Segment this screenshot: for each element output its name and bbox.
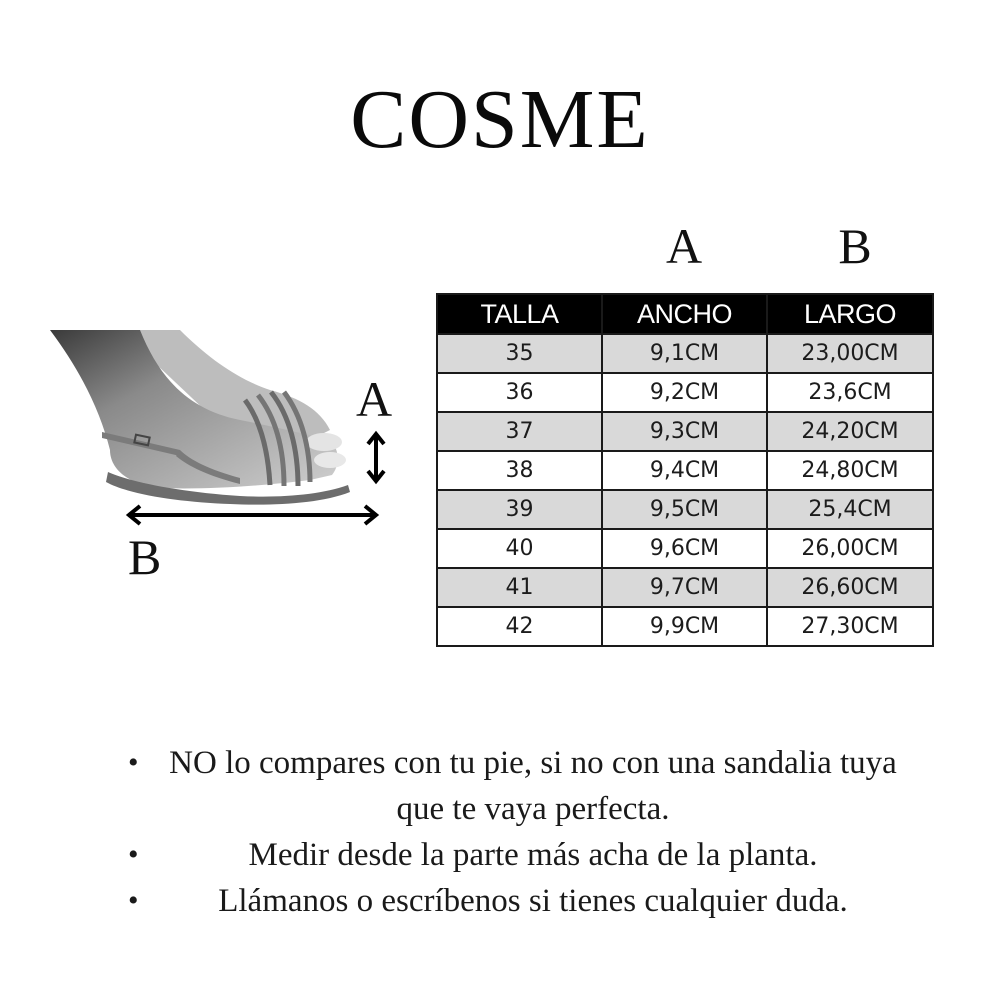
bullet-icon: • [128,838,139,871]
cell-largo: 24,80CM [767,451,933,490]
table-row [437,334,933,373]
cell-talla: 42 [437,607,602,646]
cell-ancho: 9,3CM [602,412,767,451]
table-header-row [437,294,933,334]
note-item [120,740,910,832]
cell-largo: 27,30CM [767,607,933,646]
cell-ancho: 9,4CM [602,451,767,490]
cell-largo: 26,00CM [767,529,933,568]
cell-talla: 37 [437,412,602,451]
cell-talla: 35 [437,334,602,373]
cell-talla: 39 [437,490,602,529]
cell-largo: 26,60CM [767,568,933,607]
table-row [437,529,933,568]
cell-ancho: 9,9CM [602,607,767,646]
table-row [437,568,933,607]
note-text: Llámanos o escríbenos si tienes cualquier duda. [218,883,848,919]
width-arrow-icon [368,434,384,481]
cell-ancho: 9,6CM [602,529,767,568]
note-text: NO lo compares con tu pie, si no con una sandalia tuya que te vaya perfecta. [169,745,897,827]
table-row [437,451,933,490]
header-largo: LARGO [767,294,933,334]
table-row [437,412,933,451]
column-letter-a: A [665,218,703,274]
cell-talla: 40 [437,529,602,568]
column-letter-b: B [838,218,872,274]
header-talla: TALLA [437,294,602,334]
size-chart-table [436,293,934,647]
cell-largo: 23,00CM [767,334,933,373]
page-title: COSME [350,73,650,166]
cell-largo: 24,20CM [767,412,933,451]
cell-ancho: 9,7CM [602,568,767,607]
table-row [437,490,933,529]
note-text: Medir desde la parte más acha de la planta. [248,837,818,873]
note-item [120,878,910,924]
measurement-notes-list [120,740,910,924]
cell-largo: 25,4CM [767,490,933,529]
diagram-label-b: B [128,529,162,585]
length-arrow-icon [129,506,376,524]
cell-largo: 23,6CM [767,373,933,412]
cell-ancho: 9,2CM [602,373,767,412]
cell-talla: 41 [437,568,602,607]
table-row [437,373,933,412]
diagram-label-a: A [356,371,393,427]
header-ancho: ANCHO [602,294,767,334]
bullet-icon: • [128,884,139,917]
cell-talla: 36 [437,373,602,412]
cell-ancho: 9,1CM [602,334,767,373]
bullet-icon: • [128,746,139,779]
cell-ancho: 9,5CM [602,490,767,529]
table-row [437,607,933,646]
note-item [120,832,910,878]
cell-talla: 38 [437,451,602,490]
sandal-foot-illustration [40,320,400,590]
